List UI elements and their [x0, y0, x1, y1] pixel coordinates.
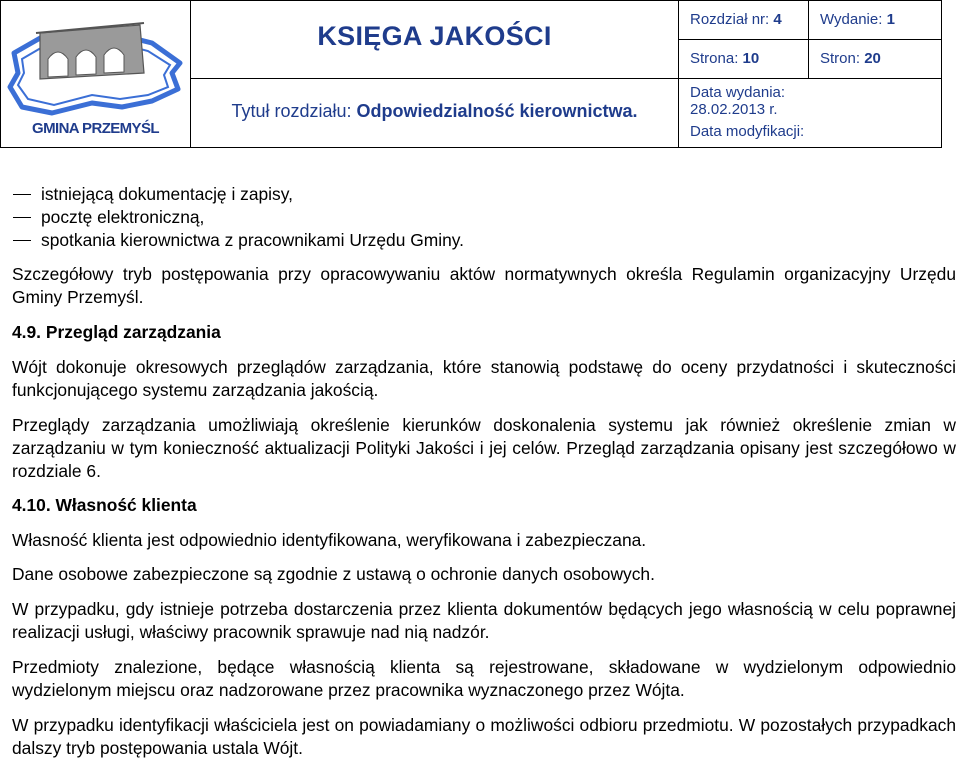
- dash-bullet-icon: [13, 194, 31, 195]
- dash-bullet-icon: [13, 217, 31, 218]
- section-heading-4-9: 4.9. Przegląd zarządzania: [12, 322, 221, 342]
- gmina-logo-icon: [2, 3, 190, 123]
- chapter-number-label: Rozdział nr:: [690, 11, 774, 28]
- list-item-text: spotkania kierownictwa z pracownikami Urzędu Gminy.: [41, 230, 465, 250]
- list-item-text: istniejącą dokumentację i zapisy,: [41, 184, 293, 204]
- edition-cell: [808, 0, 942, 40]
- page-number: [690, 50, 759, 67]
- page-count: [820, 50, 881, 67]
- edition-label: Wydanie:: [820, 11, 887, 28]
- dates-cell: [678, 78, 942, 148]
- paragraph: W przypadku identyfikacji właściciela jest on powiadamiany o możliwości odbioru przedmiotu. W pozostałych przypadkach dalszy tryb postępowania ustala Wójt.: [12, 715, 956, 758]
- pages-value: 20: [864, 50, 881, 67]
- edition-value: 1: [886, 11, 895, 28]
- bullet-list: [12, 183, 956, 252]
- list-item: [12, 206, 956, 229]
- modification-date-label: Data modyfikacji:: [690, 123, 805, 140]
- chapter-title: [191, 101, 678, 122]
- issue-date-label: Data wydania:: [690, 84, 786, 101]
- chapter-number-cell: [678, 0, 809, 40]
- edition: [820, 11, 895, 28]
- paragraph: Własność klienta jest odpowiednio identyfikowana, weryfikowana i zabezpieczana.: [12, 530, 647, 550]
- list-item: [12, 183, 956, 206]
- pages-label: Stron:: [820, 50, 865, 67]
- paragraph: Dane osobowe zabezpieczone są zgodnie z ustawą o ochronie danych osobowych.: [12, 564, 655, 584]
- pages-cell: [808, 39, 942, 79]
- issue-date-value: 28.02.2013 r.: [690, 101, 778, 118]
- chapter-title-cell: [190, 78, 679, 148]
- list-item: [12, 229, 956, 252]
- paragraph: Wójt dokonuje okresowych przeglądów zarządzania, które stanowią podstawę do oceny przydatności i skuteczności funkcjonującego systemu zarządzania jakością.: [12, 357, 956, 400]
- document-header: [0, 0, 942, 148]
- chapter-title-label: Tytuł rozdziału:: [231, 101, 357, 121]
- chapter-number-value: 4: [773, 11, 782, 28]
- document-title: KSIĘGA JAKOŚCI: [317, 21, 552, 51]
- page-label: Strona:: [690, 50, 743, 67]
- page-value: 10: [742, 50, 760, 67]
- logo-cell: [0, 0, 191, 148]
- chapter-title-value: Odpowiedzialność kierownictwa.: [356, 101, 638, 121]
- page-cell: [678, 39, 809, 79]
- section-heading-4-10: 4.10. Własność klienta: [12, 495, 197, 515]
- paragraph: Szczegółowy tryb postępowania przy opracowywaniu aktów normatywnych określa Regulamin organizacyjny Urzędu Gminy Przemyśl.: [12, 264, 956, 307]
- logo-text: GMINA PRZEMYŚL: [32, 120, 159, 137]
- paragraph: Przeglądy zarządzania umożliwiają określenie kierunków doskonalenia systemu jak również określenie zmian w zarządzaniu w tym konieczność aktualizacji Polityki Jakości i jej celów. Przegląd zarządzania opisany jest szczegółowo w rozdziale 6.: [12, 415, 956, 481]
- chapter-number: [690, 11, 782, 28]
- dash-bullet-icon: [13, 240, 31, 241]
- paragraph: W przypadku, gdy istnieje potrzeba dostarczenia przez klienta dokumentów będących jego własnością w celu poprawnej realizacji usługi, właściwy pracownik sprawuje nad nią nadzór.: [12, 599, 956, 642]
- list-item-text: pocztę elektroniczną,: [41, 207, 205, 227]
- document-body: [12, 183, 956, 760]
- paragraph: Przedmioty znalezione, będące własnością klienta są rejestrowane, składowane w wydzielonym odpowiednio wydzielonym miejscu oraz nadzorowane przez pracownika wyznaczonego przez Wójta.: [12, 657, 956, 700]
- title-cell: [190, 0, 679, 79]
